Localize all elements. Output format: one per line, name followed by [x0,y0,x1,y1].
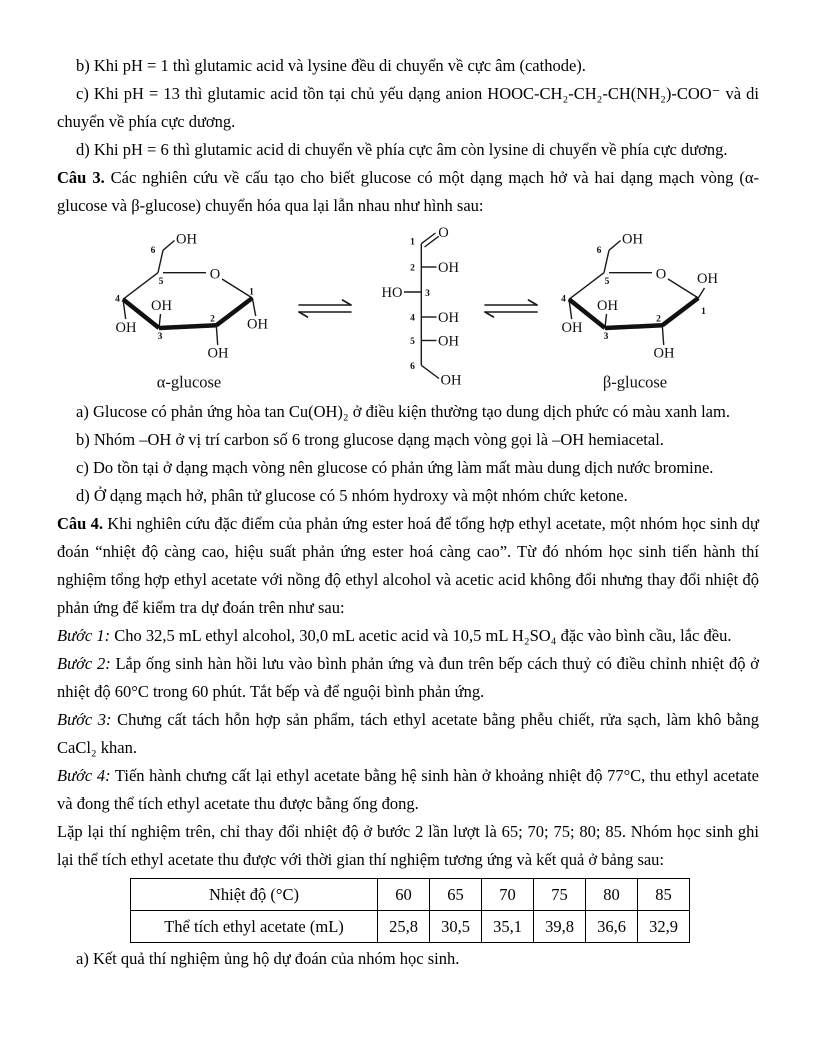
ring-bonds [569,241,705,346]
table-cell-value: 30,5 [430,911,482,943]
table-cell-header: Nhiệt độ (°C) [131,879,378,911]
oh-label-c6: OH [622,231,643,248]
carbon-number-5: 5 [158,277,164,287]
oh-label-c4: OH [438,309,459,326]
table-cell-value: 32,9 [638,911,690,943]
step-3-text: Chưng cất tách hỗn hợp sản phẩm, tách ethyl acetate bằng phễu chiết, rửa sạch, làm khô bằng CaCl₂ khan. [57,710,760,757]
oh-label-c6: OH [440,372,462,389]
question-3-option-a: a) Glucose có phản ứng hòa tan Cu(OH)₂ ở điều kiện thường tạo dung dịch phức có màu xanh lam. [76,402,730,421]
open-chain-glucose-structure [363,222,475,394]
statement-q2-d: d) Khi pH = 6 thì glutamic acid di chuyển về phía cực âm còn lysine di chuyển về phía cực dương. [76,140,728,159]
carbon-number-6: 6 [596,246,602,256]
beta-glucose-structure [549,222,735,394]
carbon-number-2: 2 [410,263,415,274]
alpha-glucose-caption: α-glucose [156,372,222,392]
carbon-number-6: 6 [410,362,415,372]
carbon-number-3: 3 [603,332,609,342]
table-row-volume [131,911,690,943]
oh-label-c3: OH [151,298,172,314]
carbon-number-5: 5 [604,277,610,287]
step-1-label: Bước 1: [57,626,111,645]
step-2 [57,650,759,706]
question-3-option-d: d) Ở dạng mạch hở, phân tử glucose có 5 nhóm hydroxy và một nhóm chức ketone. [76,486,628,505]
question-4-heading [57,510,759,622]
question-3-option-b: b) Nhóm –OH ở vị trí carbon số 6 trong glucose dạng mạch vòng gọi là –OH hemiacetal. [76,430,664,449]
oh-label-c1: OH [697,271,718,287]
chain-bonds [404,233,439,379]
carbon-number-2: 2 [210,314,215,325]
step-4 [57,762,759,818]
question-4-option-a: a) Kết quả thí nghiệm ủng hộ dự đoán của nhóm học sinh. [76,949,460,968]
step-2-text: Lắp ống sinh hàn hồi lưu vào bình phản ứng và đun trên bếp cách thuỷ có điều chỉnh nhiệt độ ở nhiệt độ 60°C trong 60 phút. Tắt bếp và để nguội bình phản ứng. [57,654,759,701]
ring-bonds [123,241,256,346]
carbon-number-1: 1 [410,237,415,248]
oh-label-c2: OH [653,345,675,362]
table-cell-value: 36,6 [586,911,638,943]
oh-label-c2: OH [438,259,459,276]
table-cell-value: 35,1 [482,911,534,943]
step-4-label: Bước 4: [57,766,111,785]
oh-label-c4: OH [115,320,137,336]
step-1-text: Cho 32,5 mL ethyl alcohol, 30,0 mL acetic acid và 10,5 mL H₂SO₄ đặc vào bình cầu, lắc đều. [110,626,732,645]
table-cell-value: 60 [378,879,430,911]
table-cell-value: 75 [534,879,586,911]
carbon-number-1: 1 [249,287,254,298]
question-3-heading [57,164,759,220]
carbon-number-3: 3 [157,332,163,342]
table-cell-value: 25,8 [378,911,430,943]
carbon-number-3: 3 [425,289,430,299]
table-cell-value: 70 [482,879,534,911]
question-3-option-c: c) Do tồn tại ở dạng mạch vòng nên glucose có phản ứng làm mất màu dung dịch nước bromine. [76,458,714,477]
oh-label-c4: OH [561,320,583,336]
step-3 [57,706,759,762]
oh-label-c6: OH [176,231,197,248]
question-4-intro: Khi nghiên cứu đặc điểm của phản ứng ester hoá để tổng hợp ethyl acetate, một nhóm học sinh dự đoán “nhiệt độ càng cao, hiệu suất phản ứng ester hoá càng cao”. Từ đó nhóm học sinh tiến hành thí nghiệm tổng hợp ethyl acetate với nồng độ ethyl alcohol và acetic acid không đổi nhưng thay đổi nhiệt độ phản ứng để kiểm tra dự đoán trên như sau: [57,514,760,617]
oh-label-c3: OH [597,298,618,314]
table-cell-header: Thể tích ethyl acetate (mL) [131,911,378,943]
carbon-number-4: 4 [410,313,415,324]
ring-oxygen-label: O [655,266,667,283]
statement-q2-b: b) Khi pH = 1 thì glutamic acid và lysine đều di chuyển về cực âm (cathode). [76,56,586,75]
oh-label-c1: OH [247,316,268,333]
step-3-label: Bước 3: [57,710,112,729]
oh-label-c2: OH [207,345,229,362]
repeat-note: Lặp lại thí nghiệm trên, chỉ thay đổi nhiệt độ ở bước 2 lần lượt là 65; 70; 75; 80; 85. Nhóm học sinh ghi lại thể tích ethyl acetate thu được với thời gian thí nghiệm tương ứng và kết quả ở bảng sau: [57,822,759,869]
carbon-number-6: 6 [150,246,156,256]
carbon-number-4: 4 [561,294,566,305]
ho-label-c3: HO [381,284,403,301]
question-3-label: Câu 3. [57,168,105,187]
table-cell-value: 39,8 [534,911,586,943]
step-1 [57,622,759,650]
question-4-label: Câu 4. [57,514,104,533]
table-row-temperature [131,879,690,911]
statement-q2-c: c) Khi pH = 13 thì glutamic acid tồn tại chủ yếu dạng anion HOOC-CH₂-CH₂-CH(NH₂)-COO⁻ và di chuyển về phía cực dương. [57,84,759,131]
question-3-intro: Các nghiên cứu về cấu tạo cho biết glucose có một dạng mạch hở và hai dạng mạch vòng (α-glucose và β-glucose) chuyển hóa qua lại lẫn nhau như hình sau: [57,168,760,215]
carbon-number-1: 1 [701,307,706,317]
table-cell-value: 85 [638,879,690,911]
document-page [57,52,759,973]
carbon-number-2: 2 [656,314,661,325]
carbon-number-4: 4 [115,294,120,305]
step-2-label: Bước 2: [57,654,111,673]
aldehyde-oxygen-label: O [438,225,449,241]
equilibrium-arrow-icon [297,297,355,319]
oh-label-c5: OH [438,333,459,350]
ring-oxygen-label: O [209,266,221,283]
table-cell-value: 80 [586,879,638,911]
glucose-interconversion-figure [103,222,759,394]
beta-glucose-caption: β-glucose [602,372,668,392]
equilibrium-arrow-icon [483,297,541,319]
alpha-glucose-structure [103,222,289,394]
results-table [130,878,690,943]
table-cell-value: 65 [430,879,482,911]
step-4-text: Tiến hành chưng cất lại ethyl acetate bằng hệ sinh hàn ở khoảng nhiệt độ 77°C, thu ethyl acetate và đong thể tích ethyl acetate thu được bằng ống đong. [57,766,760,813]
carbon-number-5: 5 [410,337,415,347]
